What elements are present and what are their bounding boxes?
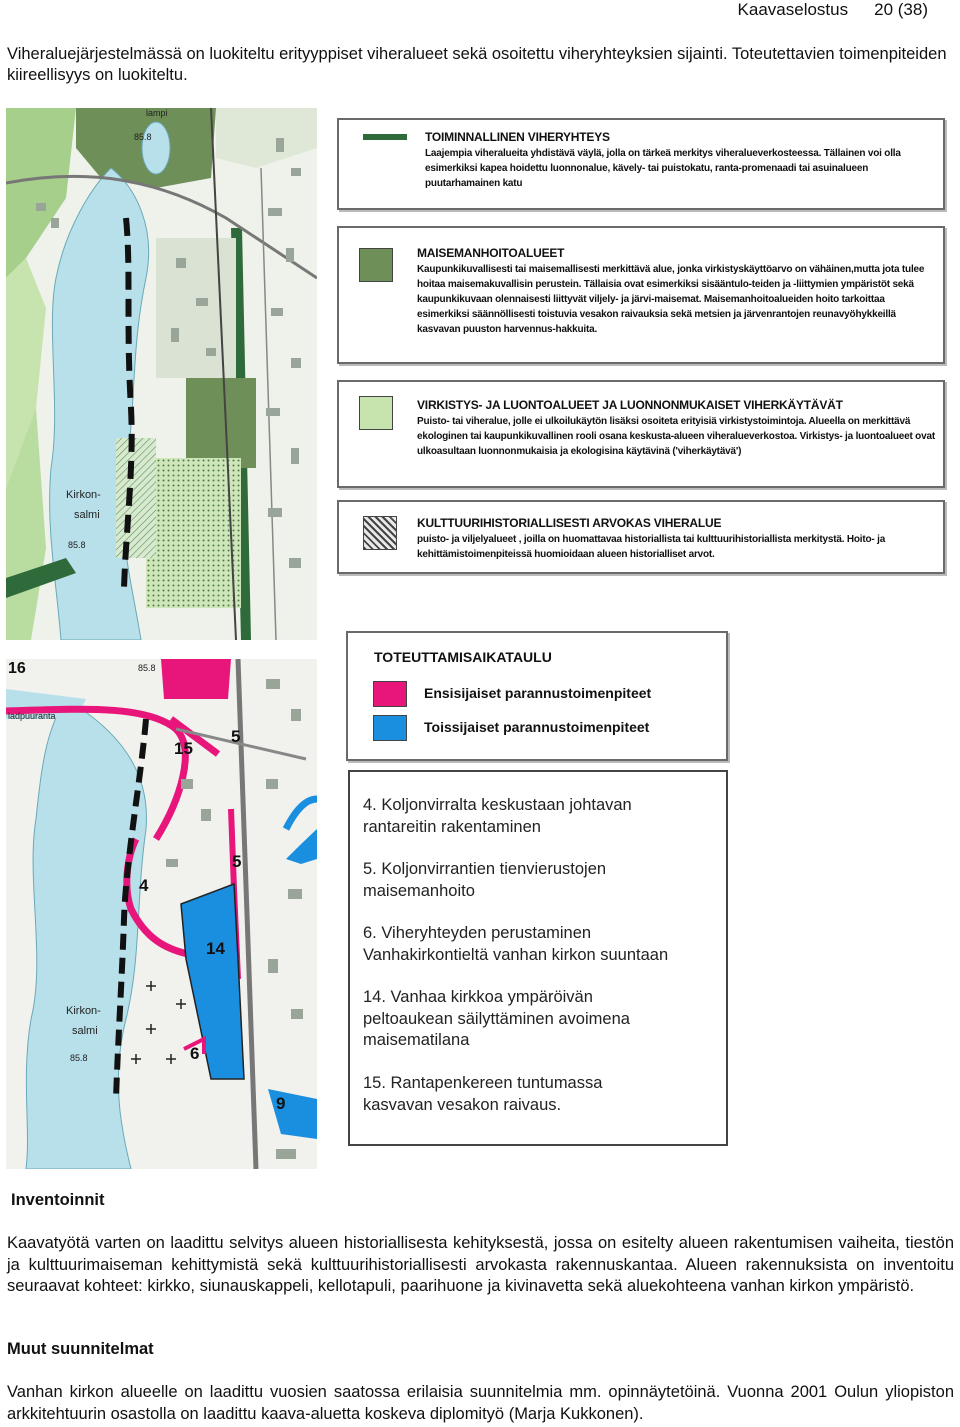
document-title: Kaavaselostus: [737, 0, 849, 19]
legend-title: VIRKISTYS- JA LUONTOALUEET JA LUONNONMUKAISET VIHERKÄYTÄVÄT: [417, 398, 843, 412]
channel-label-1: Kirkon-: [66, 1005, 101, 1017]
measures-list: [348, 770, 728, 1146]
area-number: 9: [276, 1094, 286, 1113]
elevation-label-2: 85.8: [70, 1053, 88, 1063]
elevation-label-2: 85.8: [68, 540, 86, 550]
legend-swatch: [359, 396, 393, 430]
section-heading-other-plans: Muut suunnitelmat: [7, 1340, 154, 1358]
area-number: 6: [190, 1044, 200, 1063]
measure-item: 15. Rantapenkereen tuntumassa kasvavan vesakon raivaus.: [363, 1074, 603, 1114]
section-text-inventories: Kaavatyötä varten on laadittu selvitys alueen historiallisesta kehityksestä, jossa on esitelty alueen rakentumisen vaiheita, tiestön ja kulttuurimaiseman kehittymistä sekä kulttuurihistoriallisesti arvokasta rakennuskantaa. Alueen rakennuksista on inventoitu seuraavat kohteet: kirkko, siunauskappeli, kellotapuli, paarihuone ja kivinavetta sekä aluekohteena vanhan kirkon ympäristö.: [7, 1234, 954, 1295]
schedule-legend: [346, 631, 728, 761]
measure-item: 6. Viheryhteyden perustaminen Vanhakirkontieltä vanhan kirkon suuntaan: [363, 924, 669, 964]
map-top: [6, 108, 317, 640]
area-number: 4: [139, 876, 149, 895]
area-number: 5: [231, 727, 241, 746]
intro-paragraph: Viheraluejärjestelmässä on luokiteltu erityyppiset viheralueet sekä osoitettu viheryhteyksien sijainti. Toteutettavien toimenpiteiden kiireellisyys on luokiteltu.: [7, 45, 947, 84]
page-number: 20 (38): [874, 0, 928, 19]
legend-title: TOIMINNALLINEN VIHERYHTEYS: [425, 130, 610, 144]
legend-text: Laajempia viheralueita yhdistävä väylä, jolla on tärkeä merkitys viheralueverkosteessa. Tällainen voi olla esimerkiksi kapea hoidettu luonnonalue, kävely- tai puistokatu, ranta-promenaadi tai asuinalueen puutarhamainen katu: [425, 148, 901, 189]
area-number: 16: [8, 660, 26, 677]
schedule-swatch-secondary: [373, 715, 407, 741]
place-label: ladpuuranta: [8, 711, 56, 721]
measure-item: 5. Koljonvirrantien tienvierustojen maisemanhoito: [363, 860, 607, 900]
legend-swatch: [359, 248, 393, 282]
area-number: 14: [206, 939, 225, 958]
map-bottom: [6, 659, 317, 1169]
legend-title: MAISEMANHOITOALUEET: [417, 246, 565, 260]
schedule-title: TOTEUTTAMISAIKATAULU: [374, 649, 552, 665]
schedule-label-primary: Ensisijaiset parannustoimenpiteet: [424, 685, 652, 701]
section-text-other-plans: Vanhan kirkon alueelle on laadittu vuosien saatossa erilaisia suunnitelmia mm. opinnäytetöinä. Vuonna 2001 Oulun yliopiston arkkitehtuurin osastolla on laadittu kaava-aluetta koskeva diplomityö (Marja Kukkonen).: [7, 1383, 954, 1423]
area-number: 15: [174, 739, 193, 758]
measure-item: 14. Vanhaa kirkkoa ympäröivän peltoaukean säilyttäminen avoimena maisematilana: [363, 988, 630, 1049]
legend-title: KULTTUURIHISTORIALLISESTI ARVOKAS VIHERALUE: [417, 516, 722, 530]
legend-swatch-hatched: [363, 516, 397, 550]
legend-functional-green-link: [337, 118, 945, 210]
channel-label-1: Kirkon-: [66, 489, 101, 501]
schedule-label-secondary: Toissijaiset parannustoimenpiteet: [424, 719, 650, 735]
channel-label-2: salmi: [72, 1025, 98, 1037]
measure-item: 4. Koljonvirralta keskustaan johtavan rantareitin rakentaminen: [363, 796, 632, 836]
page-header: [738, 0, 928, 20]
schedule-swatch-primary: [373, 681, 407, 707]
lake-label: lampi: [146, 108, 168, 118]
elevation-label: 85.8: [134, 132, 152, 142]
legend-line-symbol: [363, 134, 407, 140]
area-number: 5: [232, 852, 242, 871]
legend-cultural-historical: [337, 500, 945, 574]
channel-label-2: salmi: [74, 509, 100, 521]
legend-text: Puisto- tai viheralue, jolle ei ulkoilukäytön lisäksi osoiteta erityisiä virkistystoimintoja. Alueella on merkittävä ekologinen tai kaupunkikuvallinen rooli osana keskusta-alueen viheralueverkostoa. Virkistys- ja luontoalueet ovat ulkoasultaan luonnonmukaisia ja ekologisina käytävinä ('viherkäytävä'): [417, 416, 935, 457]
legend-landscape-management: [337, 226, 945, 364]
legend-text: Kaupunkikuvallisesti tai maisemallisesti merkittävä alue, jonka virkistyskäyttöarvo on vähäinen,mutta jota tulee hoitaa maisemakuvallisin perustein. Tällaisia ovat esimerkiksi sisääntulo-teiden ja -liittymien ympäristöt sekä kaupunkikuvaan olennaisesti liittyvät viljely- ja järvi-maisemat. Maisemanhoitoalueiden hoito tarkoittaa esimerkiksi säännöllisesti toistuvia vesakon raivauksia sekä metsien ja järvenrantojen reunavyöhykkeillä kasvavan puuston harvennus-hakkuita.: [417, 264, 925, 335]
legend-text: puisto- ja viljelyalueet , joilla on huomattavaa historiallista tai kulttuurihistoriallista merkitystä. Hoito- ja kehittämistoimenpiteissä huomioidaan alueen historialliset arvot.: [417, 534, 886, 560]
elevation-label: 85.8: [138, 663, 156, 673]
section-heading-inventories: Inventoinnit: [11, 1191, 105, 1209]
legend-recreation-nature: [337, 380, 945, 488]
